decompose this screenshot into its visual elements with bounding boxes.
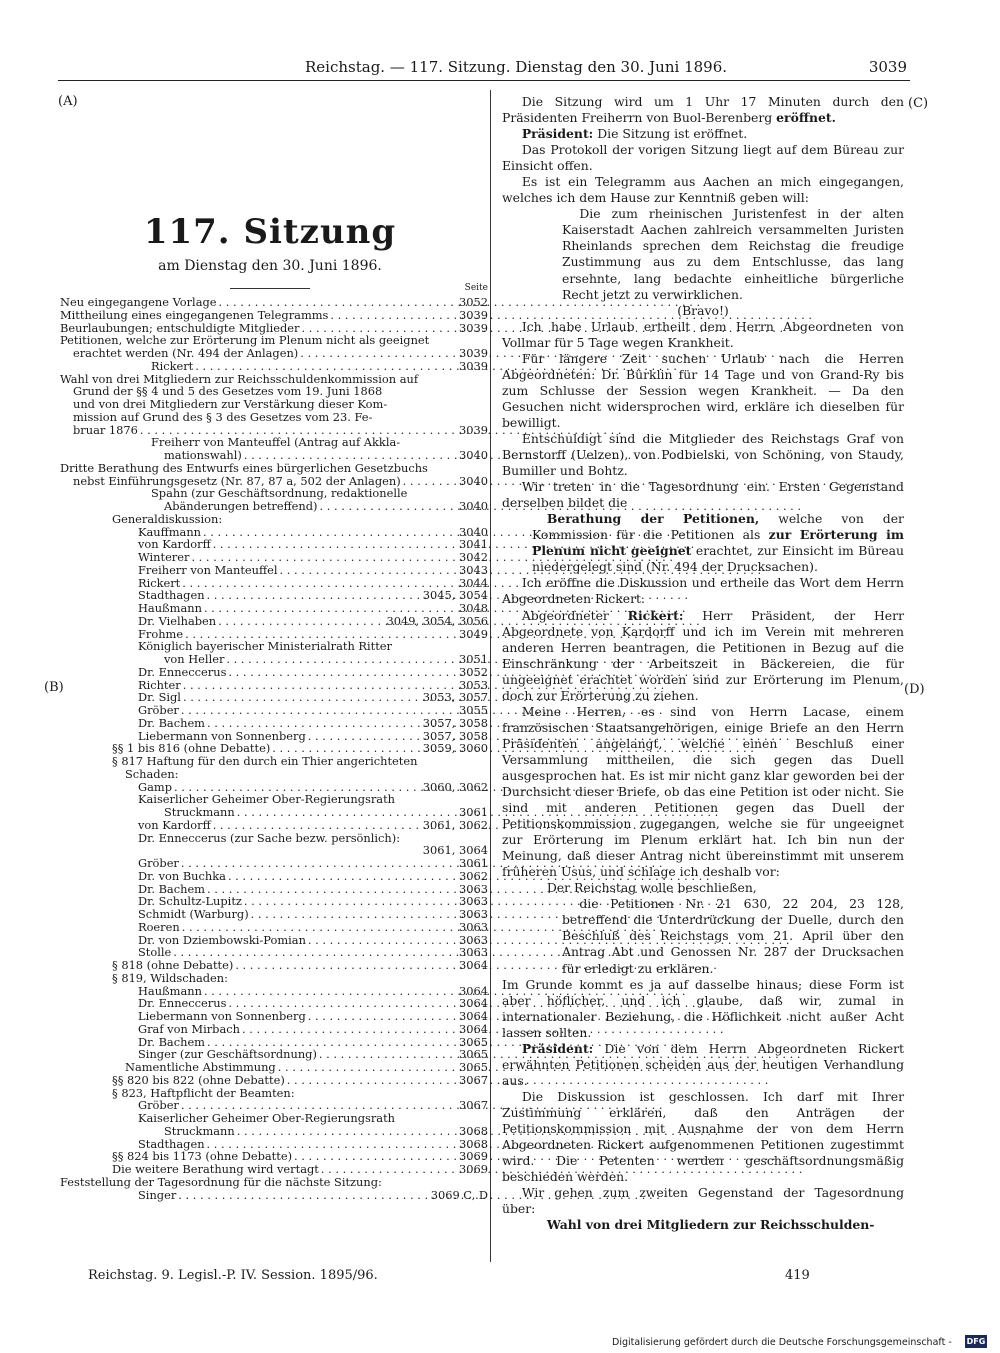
toc-entry-text: Wahl von drei Mitgliedern zur Reichsschuldenkommission auf <box>60 371 419 386</box>
toc-entry-text: Roeren <box>138 919 180 934</box>
margin-mark-d: (D) <box>904 682 925 697</box>
toc-entry <box>60 972 488 985</box>
toc-leader-dots <box>219 296 457 309</box>
footer-publication-note: Reichstag. 9. Legisl.-P. IV. Session. 1895/96. <box>88 1268 378 1283</box>
toc-leader-dots <box>213 819 421 832</box>
toc-leader-dots <box>330 309 457 322</box>
body-paragraph: Meine Herren, es sind von Herrn Lacase, einem französischen Staatsangehörigen, einige Briefe an den Herrn Präsidenten angelangt, welche einen Beschluß einer Versammlung mittheilen, die sich gegen das Duell ausgesprochen hat. Es ist mir nicht ganz klar geworden bei der Durchsicht dieser Briefe, ob das eine Petition ist oder nicht. Sie sind mit anderen Petitionen gegen das Duell der Petitionskommission zugegangen, welche sie für ungeeignet zur Erörterung im Plenum erklärt hat. Ich bin nun der Meinung, daß dieser Antrag nicht übereinstimmt mit unserem früheren Usus, und schlage ich deshalb vor: <box>502 703 904 880</box>
toc-entry-page: 3061, 3064 <box>422 843 488 858</box>
toc-entry-page: 3053, 3057 <box>422 690 488 705</box>
toc-entry-page: 3051 <box>459 652 488 666</box>
toc-entry <box>60 1176 488 1189</box>
toc-leader-dots <box>235 959 457 972</box>
toc-entry-page: 3053 <box>459 677 488 692</box>
toc-entry-page: 3055 <box>459 703 488 717</box>
toc-leader-dots <box>319 500 457 513</box>
toc-entry-text: Grund der §§ 4 und 5 des Gesetzes vom 19. Juni 1868 <box>73 384 383 399</box>
body-paragraph: Präsident: Die von dem Herrn Abgeordneten Rickert erwähnten Petitionen scheiden aus der heutigen Verhandlung aus. <box>502 1040 904 1088</box>
toc-entry-text: § 818 (ohne Debatte) <box>112 958 234 972</box>
header-rule <box>58 80 910 81</box>
toc-entry-text: Dr. von Buchka <box>138 868 226 883</box>
toc-entry-text: Die weitere Berathung wird vertagt <box>112 1162 319 1176</box>
toc-entry-page: 3063 <box>459 945 488 960</box>
toc-entry-text: Dr. Enneccerus <box>138 664 227 679</box>
toc-entry-text: Generaldiskussion: <box>112 511 223 526</box>
toc-entry <box>60 398 488 411</box>
body-paragraph: Die zum rheinischen Juristenfest in der alten Kaiserstadt Aachen zahlreich versammelten Juristen Rheinlands sprechen dem Reichstag die freudige Zustimmung aus zu dem Entschlusse, das lang ersehnte, lang bedachte einheitliche bürgerliche Recht jetzt zu verwirklichen. <box>562 206 904 302</box>
toc-entry-text: Schmidt (Warburg) <box>138 907 249 921</box>
toc-leader-dots <box>242 1023 457 1036</box>
toc-entry-text: Petitionen, welche zur Erörterung im Plenum nicht als geeignet <box>60 333 430 348</box>
toc-leader-dots <box>228 870 457 883</box>
toc-entry <box>60 768 488 781</box>
body-paragraph: Entschuldigt sind die Mitglieder des Reichstags Graf von Bernstorff (Uelzen), von Podbielski, von Schöning, von Staudy, Bumiller und Bohtz. <box>502 430 904 479</box>
toc-entry-page: 3067 <box>459 1098 488 1113</box>
toc-entry <box>60 1023 488 1036</box>
dfg-logo: DFG <box>966 1337 986 1346</box>
toc-leader-dots <box>228 666 457 679</box>
toc-entry-text: Stadthagen <box>138 588 205 603</box>
toc-leader-dots <box>244 449 457 462</box>
toc-entry-text: Kauffmann <box>138 524 201 539</box>
body-paragraph: Das Protokoll der vorigen Sitzung liegt auf dem Büreau zur Einsicht offen. <box>502 142 904 174</box>
toc-entry-page: 3049, 3054, 3056 <box>386 613 488 628</box>
toc-entry-page: 3052 <box>459 295 488 309</box>
toc-entry <box>60 870 488 883</box>
toc-entry-page: 3039 <box>459 307 488 322</box>
toc-leader-dots <box>287 1074 457 1087</box>
body-paragraph: Es ist ein Telegramm aus Aachen an mich eingegangen, welches ich dem Hause zur Kenntniß geben will: <box>502 174 904 206</box>
toc-entry-page: 3039 <box>459 422 488 437</box>
toc-leader-dots <box>204 602 457 615</box>
toc-entry-page: 3069 <box>459 1162 488 1176</box>
toc-entry-page: 3068 <box>459 1136 488 1151</box>
toc-entry <box>60 360 488 373</box>
body-paragraph: Der Reichstag wolle beschließen, <box>546 880 757 896</box>
running-header-title: Reichstag. — 117. Sitzung. Dienstag den 30. Juni 1896. <box>305 58 728 76</box>
toc-entry <box>60 347 488 360</box>
toc-entry-text: Beurlaubungen; entschuldigte Mitglieder <box>60 320 300 335</box>
toc-entry-page: 3061, 3062 <box>422 817 488 832</box>
toc-entry <box>60 653 488 666</box>
toc-entry-text: Königlich bayerischer Ministerialrath Ritter <box>138 639 392 654</box>
toc-entry-text: Kaiserlicher Geheimer Ober-Regierungsrath <box>138 792 396 807</box>
body-paragraph: Wir treten in die Tagesordnung ein. Ersten Gegenstand derselben bildet die <box>502 479 904 511</box>
toc-entry-text: Dr. Bachem <box>138 881 205 896</box>
toc-entry-text: von Kardorff <box>138 817 211 832</box>
toc-entry-page: 3041 <box>459 537 488 552</box>
toc-entry <box>60 462 488 475</box>
toc-entry-page: 3039 <box>459 320 488 335</box>
toc-entry-text: Liebermann von Sonnenberg <box>138 1009 306 1023</box>
toc-entry-text: Frohme <box>138 626 184 641</box>
toc-entry-text: § 823, Haftpflicht der Beamten: <box>112 1085 295 1100</box>
toc-entry <box>60 908 488 921</box>
toc-entry <box>60 819 488 832</box>
toc-entry-text: Dr. Vielhaben <box>138 613 217 628</box>
toc-entry-text: Gröber <box>138 856 179 870</box>
toc-entry-page: 3049 <box>459 626 488 641</box>
toc-entry <box>60 1061 488 1074</box>
toc-entry-text: Namentliche Abstimmung <box>125 1060 276 1074</box>
toc-entry-text: Rickert <box>151 358 194 373</box>
toc-entry <box>60 449 488 462</box>
toc-entry <box>60 296 488 309</box>
toc-entry-text: §§ 1 bis 816 (ohne Debatte) <box>112 741 271 756</box>
toc-entry-page: 3064 <box>459 996 488 1011</box>
toc-entry-page: 3064 <box>459 1009 488 1023</box>
toc-entry-page: 3067 <box>459 1072 488 1087</box>
toc-entry-text: Stolle <box>138 945 172 960</box>
body-paragraph: Wahl von drei Mitgliedern zur Reichsschulden- <box>546 1217 875 1233</box>
toc-entry-text: Dr. Bachem <box>138 715 205 730</box>
toc-leader-dots <box>308 1010 457 1023</box>
toc-entry-text: Feststellung der Tagesordnung für die nächste Sitzung: <box>60 1174 382 1189</box>
toc-entry-text: mission auf Grund des § 3 des Gesetzes vom 23. Fe- <box>73 409 373 424</box>
margin-mark-b: (B) <box>44 680 64 695</box>
page-number: 3039 <box>868 58 907 76</box>
body-paragraph: Die Diskussion ist geschlossen. Ich darf mit Ihrer Zustimmung erklären, daß den Anträgen der Petitionskommission mit Ausnahme der von dem Herrn Abgeordneten Rickert aufgenommenen Petitionen zugestimmt wird. Die Petenten werden geschäftsordnungsmäßig beschieden werden. <box>502 1088 904 1185</box>
body-paragraph: Die Sitzung wird um 1 Uhr 17 Minuten durch den Präsidenten Freiherrn von Buol-Berenberg eröffnet. <box>502 94 904 126</box>
body-paragraph: Abgeordneter Rickert: Herr Präsident, der Herr Abgeordnete von Kardorff und ich im Verein mit mehreren anderen Herren beantragen, die Petitionen in Bezug auf die Einschränkung der Arbeitszeit in Bäckereien, die für ungeeignet erachtet worden sind zur Erörterung im Plenum, doch zur Erörterung zu ziehen. <box>502 607 904 703</box>
toc-leader-dots <box>178 1189 428 1202</box>
toc-entry-text: Spahn (zur Geschäftsordnung, redaktionelle <box>151 486 408 501</box>
toc-entry-text: Dr. Enneccerus <box>138 996 227 1011</box>
toc-entry-text: Dr. Schultz-Lupitz <box>138 894 242 909</box>
toc-entry-text: Winterer <box>138 550 190 564</box>
toc-entry-page: 3063 <box>459 907 488 921</box>
toc-entry-text: Stadthagen <box>138 1136 205 1151</box>
toc-entry <box>60 551 488 564</box>
toc-entry-text: Gröber <box>138 703 179 717</box>
toc-entry-text: und von drei Mitgliedern zur Verstärkung dieser Kom- <box>73 397 388 411</box>
toc-entry-text: Gröber <box>138 1098 179 1113</box>
toc-entry <box>60 1112 488 1125</box>
toc-leader-dots <box>237 806 457 819</box>
toc-entry-page: 3062 <box>459 868 488 883</box>
toc-entry <box>60 513 488 526</box>
toc-page-column-label: Seite <box>464 283 488 293</box>
toc-entry-page: 3063 <box>459 919 488 934</box>
body-paragraph: Ich habe Urlaub ertheilt dem Herrn Abgeordneten von Vollmar für 5 Tage wegen Krankheit. <box>502 318 904 350</box>
toc-entry-text: erachtet werden (Nr. 494 der Anlagen) <box>73 346 299 360</box>
toc-entry-text: von Kardorff <box>138 537 211 552</box>
toc-entry <box>60 309 488 322</box>
toc-leader-dots <box>195 360 457 373</box>
toc-entry-page: 3064 <box>459 983 488 998</box>
toc-entry <box>60 602 488 615</box>
toc-entry-page: 3068 <box>459 1123 488 1138</box>
toc-entry-page: 3061 <box>459 805 488 819</box>
body-paragraph: Im Grunde kommt es ja auf dasselbe hinaus; diese Form ist aber höflicher, und ich glaube, daß wir, zumal in internationaler Beziehung, die Höflichkeit nicht außer Acht lassen sollten. <box>502 976 904 1040</box>
toc-entry-text: Dritte Berathung des Entwurfs eines bürgerlichen Gesetzbuchs <box>60 460 428 475</box>
toc-entry-text: Graf von Mirbach <box>138 1021 240 1036</box>
toc-entry-text: Singer <box>138 1187 177 1202</box>
toc-leader-dots <box>251 908 457 921</box>
toc-entry-text: §§ 824 bis 1173 (ohne Debatte) <box>112 1149 293 1164</box>
toc-entry-page: 3065 <box>459 1060 488 1074</box>
toc-entry-text: Rickert <box>138 575 181 590</box>
body-paragraph: Berathung der Petitionen, welche von der Kommission für die Petitionen als zur Erörterung im Plenum nicht geeignet erachtet, zur Einsicht im Büreau niedergelegt sind (Nr. 494 der Drucksachen). <box>532 511 904 575</box>
toc-entry-text: Dr. Enneccerus (zur Sache bezw. persönlich): <box>138 830 401 845</box>
toc-entry-text: Abänderungen betreffend) <box>164 499 318 513</box>
toc-entry <box>60 717 488 730</box>
toc-entry-page: 3040 <box>459 473 488 488</box>
toc-entry-page: 3065 <box>459 1047 488 1062</box>
toc-entry-page: 3040 <box>459 499 488 513</box>
toc-entry <box>60 921 488 934</box>
toc-leader-dots <box>181 704 457 717</box>
margin-mark-c: (C) <box>908 96 929 111</box>
toc-entry-text: Haußmann <box>138 983 202 998</box>
toc-leader-dots <box>321 1163 457 1176</box>
toc-entry-text: Singer (zur Geschäftsordnung) <box>138 1047 317 1062</box>
toc-entry-page: 3045, 3054 <box>422 588 488 603</box>
toc-entry-text: Struckmann <box>164 1123 235 1138</box>
toc-entry-text: bruar 1876 <box>73 422 138 437</box>
toc-entry-page: 3063 <box>459 932 488 947</box>
toc-entry-page: 3042 <box>459 550 488 564</box>
toc-entry <box>60 1125 488 1138</box>
toc-entry-text: Haußmann <box>138 601 202 615</box>
toc-leader-dots <box>300 347 457 360</box>
toc-entry-page: 3039 <box>459 346 488 360</box>
toc-entry-text: § 817 Haftung für den durch ein Thier angerichteten <box>112 754 418 768</box>
toc-entry-text: Gamp <box>138 779 172 794</box>
toc-entry <box>60 1074 488 1087</box>
table-of-contents <box>60 296 488 1201</box>
body-paragraph: Präsident: Die Sitzung ist eröffnet. <box>521 126 748 142</box>
toc-leader-dots <box>182 921 457 934</box>
proceedings-text <box>502 94 904 1233</box>
toc-entry-page: 3063 <box>459 894 488 909</box>
toc-entry-text: §§ 820 bis 822 (ohne Debatte) <box>112 1072 285 1087</box>
toc-entry-page: 3043 <box>459 562 488 577</box>
toc-entry-page: 3057, 3058 <box>422 728 488 743</box>
toc-entry <box>60 704 488 717</box>
heading-rule <box>230 288 310 289</box>
toc-entry-page: 3040 <box>459 524 488 539</box>
toc-entry-text: Freiherr von Manteuffel (Antrag auf Akkla- <box>151 435 401 450</box>
toc-entry <box>60 564 488 577</box>
toc-entry-page: 3065 <box>459 1034 488 1049</box>
toc-entry-page: 3040 <box>459 448 488 462</box>
toc-entry-page: 3059, 3060 <box>422 741 488 756</box>
toc-entry-page: 3064 <box>459 1021 488 1036</box>
toc-entry-page: 3039 <box>459 358 488 373</box>
toc-entry-text: Kaiserlicher Geheimer Ober-Regierungsrath <box>138 1111 396 1125</box>
digitization-credit: Digitalisierung gefördert durch die Deutsche Forschungsgemeinschaft - <box>612 1337 952 1348</box>
toc-entry-text: nebst Einführungsgesetz (Nr. 87, 87 a, 502 der Anlagen) <box>73 473 401 488</box>
body-paragraph: Wir gehen zum zweiten Gegenstand der Tagesordnung über: <box>502 1185 904 1217</box>
body-paragraph: die Petitionen Nr. 21 630, 22 204, 23 128, betreffend die Unterdrückung der Duelle, durch den Beschluß des Reichstags vom 21. April über den Antrag Abt und Genossen Nr. 287 der Drucksachen für erledigt zu erklären. <box>562 896 904 976</box>
toc-entry-text: Mittheilung eines eingegangenen Telegramms <box>60 307 329 322</box>
toc-entry-page: 3052 <box>459 664 488 679</box>
toc-leader-dots <box>181 857 457 870</box>
toc-entry <box>60 806 488 819</box>
toc-leader-dots <box>403 475 457 488</box>
toc-leader-dots <box>278 1061 457 1074</box>
body-paragraph: (Bravo!) <box>677 302 729 318</box>
toc-entry-page: 3061 <box>459 856 488 870</box>
toc-entry-page: 3060, 3062 <box>422 779 488 794</box>
toc-entry-text: Dr. von Dziembowski-Pomian <box>138 932 306 947</box>
toc-leader-dots <box>191 551 457 564</box>
toc-entry-text: Liebermann von Sonnenberg <box>138 728 306 743</box>
toc-entry-text: von Heller <box>164 652 225 666</box>
toc-entry <box>60 857 488 870</box>
toc-entry-page: 3048 <box>459 601 488 615</box>
footer-sheet-number: 419 <box>785 1268 810 1283</box>
body-paragraph: Für längere Zeit suchen Urlaub nach die Herren Abgeordneten: Dr. Bürklin für 14 Tage und von Grand-Ry bis zum Schlusse der Session wegen Krankheit. — Da den Gesuchen nicht widersprochen wird, erkläre ich dieselben für bewilligt. <box>502 350 904 430</box>
session-date: am Dienstag den 30. Juni 1896. <box>158 258 382 274</box>
toc-entry-page: 3057, 3058 <box>422 715 488 730</box>
toc-entry-page: 3069 <box>459 1149 488 1164</box>
session-heading: 117. Sitzung <box>143 212 397 252</box>
toc-entry-text: Richter <box>138 677 181 692</box>
toc-leader-dots <box>207 717 421 730</box>
toc-entry <box>60 959 488 972</box>
toc-entry-page: 3044 <box>459 575 488 590</box>
toc-entry <box>60 1010 488 1023</box>
toc-leader-dots <box>218 615 384 628</box>
toc-entry <box>60 1163 488 1176</box>
toc-leader-dots <box>280 564 458 577</box>
toc-entry-text: § 819, Wildschaden: <box>112 970 228 985</box>
margin-mark-a: (A) <box>58 94 78 109</box>
toc-entry-text: mationswahl) <box>164 448 242 462</box>
toc-entry <box>60 615 488 628</box>
toc-entry-page: 3064 <box>459 958 488 972</box>
toc-entry <box>60 411 488 424</box>
toc-leader-dots <box>237 1125 457 1138</box>
toc-entry <box>60 755 488 768</box>
toc-entry-text: Struckmann <box>164 805 235 819</box>
toc-entry-text: Schaden: <box>125 766 179 781</box>
toc-entry <box>60 500 488 513</box>
toc-entry-text: Dr. Bachem <box>138 1034 205 1049</box>
toc-entry-page: 3063 <box>459 881 488 896</box>
toc-entry-text: Neu eingegangene Vorlage <box>60 295 217 309</box>
body-paragraph: Ich eröffne die Diskussion und ertheile das Wort dem Herrn Abgeordneten Rickert. <box>502 575 904 607</box>
toc-entry-text: Dr. Sigl <box>138 690 181 705</box>
toc-entry-page: 3069 C, D <box>430 1187 488 1202</box>
toc-entry <box>60 1189 488 1202</box>
toc-leader-dots <box>226 653 457 666</box>
toc-entry-text: Freiherr von Manteuffel <box>138 562 278 577</box>
toc-entry <box>60 666 488 679</box>
